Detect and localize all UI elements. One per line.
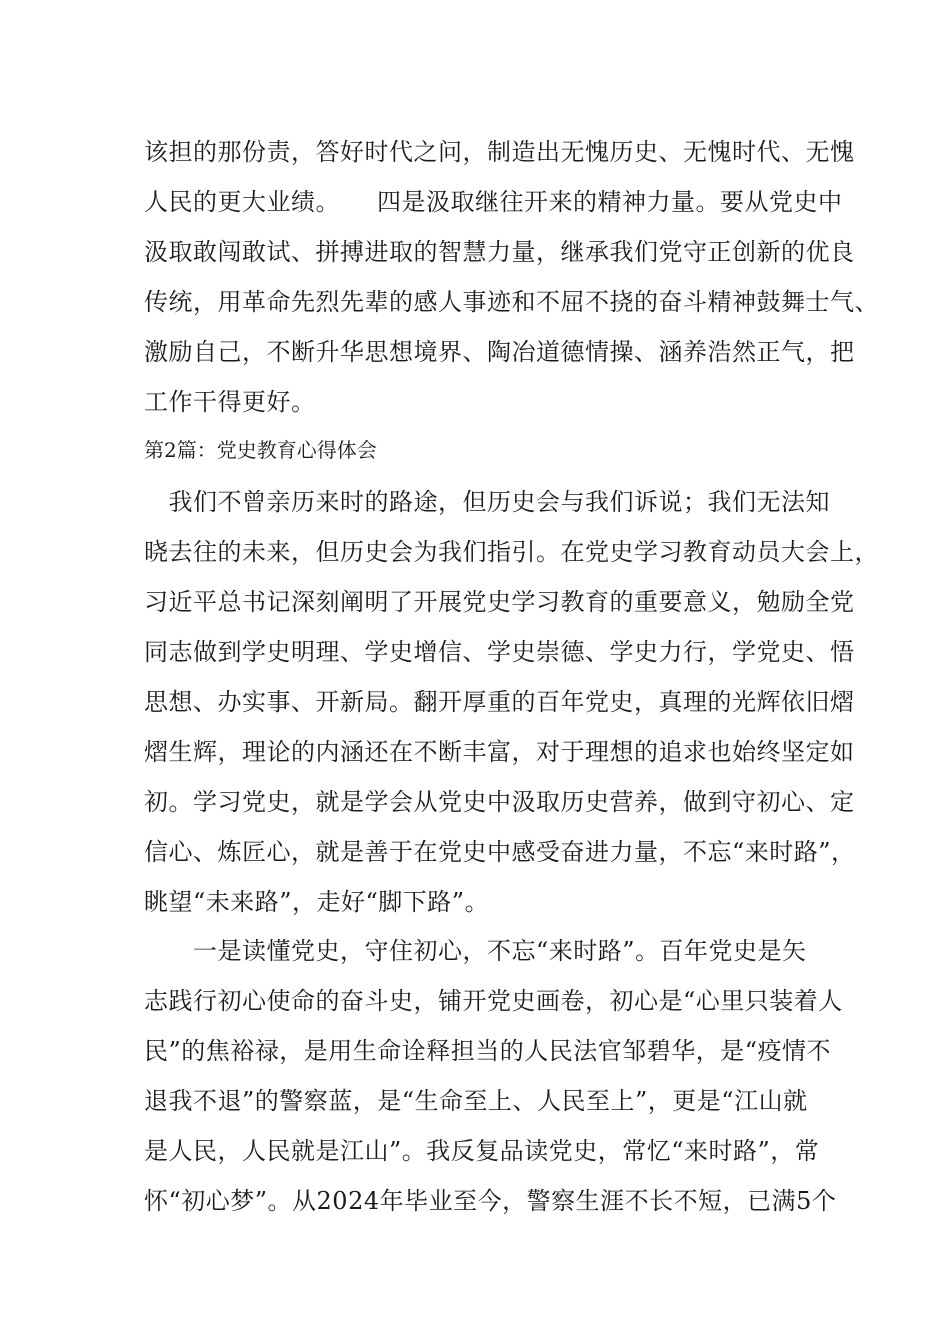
- text-line: 同志做到学史明理、学史增信、学史崇德、学史力行，学党史、悟: [144, 638, 855, 666]
- text-line: 怀“初心梦”。从2024年毕业至今，警察生涯不长不短，已满5个: [144, 1187, 837, 1215]
- text-line: 晓去往的未来，但历史会为我们指引。在党史学习教育动员大会上，: [144, 538, 879, 566]
- text-line: 人民的更大业绩。 四是汲取继往开来的精神力量。要从党史中: [144, 188, 843, 216]
- text-line: 我们不曾亲历来时的路途，但历史会与我们诉说；我们无法知: [144, 488, 830, 516]
- text-line: 退我不退”的警察蓝，是“生命至上、人民至上”，更是“江山就: [144, 1087, 808, 1115]
- text-line: 眺望“未来路”，走好“脚下路”。: [144, 888, 490, 916]
- text-line: 信心、炼匠心，就是善于在党史中感受奋进力量，不忘“来时路”，: [144, 838, 856, 866]
- text-line: 一是读懂党史，守住初心，不忘“来时路”。百年党史是矢: [144, 937, 807, 965]
- text-line: 习近平总书记深刻阐明了开展党史学习教育的重要意义，勉励全党: [144, 588, 855, 616]
- text-line: 是人民，人民就是江山”。我反复品读党史，常忆“来时路”，常: [144, 1137, 820, 1165]
- text-line: 思想、办实事、开新局。翻开厚重的百年党史，真理的光辉依旧熠: [144, 688, 855, 716]
- text-line: 工作干得更好。: [144, 388, 316, 416]
- text-line: 汲取敢闯敢试、拼搏进取的智慧力量，继承我们党守正创新的优良: [144, 238, 855, 266]
- text-line: 激励自己，不断升华思想境界、陶冶道德情操、涵养浩然正气，把: [144, 338, 855, 366]
- text-line: 传统，用革命先烈先辈的感人事迹和不屈不挠的奋斗精神鼓舞士气、: [144, 288, 879, 316]
- text-line: 熠生辉，理论的内涵还在不断丰富，对于理想的追求也始终坚定如: [144, 738, 855, 766]
- text-line: 初。学习党史，就是学会从党史中汲取历史营养，做到守初心、定: [144, 788, 855, 816]
- text-line: 民”的焦裕禄，是用生命诠释担当的人民法官邹碧华，是“疫情不: [144, 1037, 832, 1065]
- text-line: 该担的那份责，答好时代之问，制造出无愧历史、无愧时代、无愧: [144, 138, 855, 166]
- section-heading: 第2篇：党史教育心得体会: [144, 438, 377, 462]
- text-line: 志践行初心使命的奋斗史，铺开党史画卷，初心是“心里只装着人: [144, 987, 843, 1015]
